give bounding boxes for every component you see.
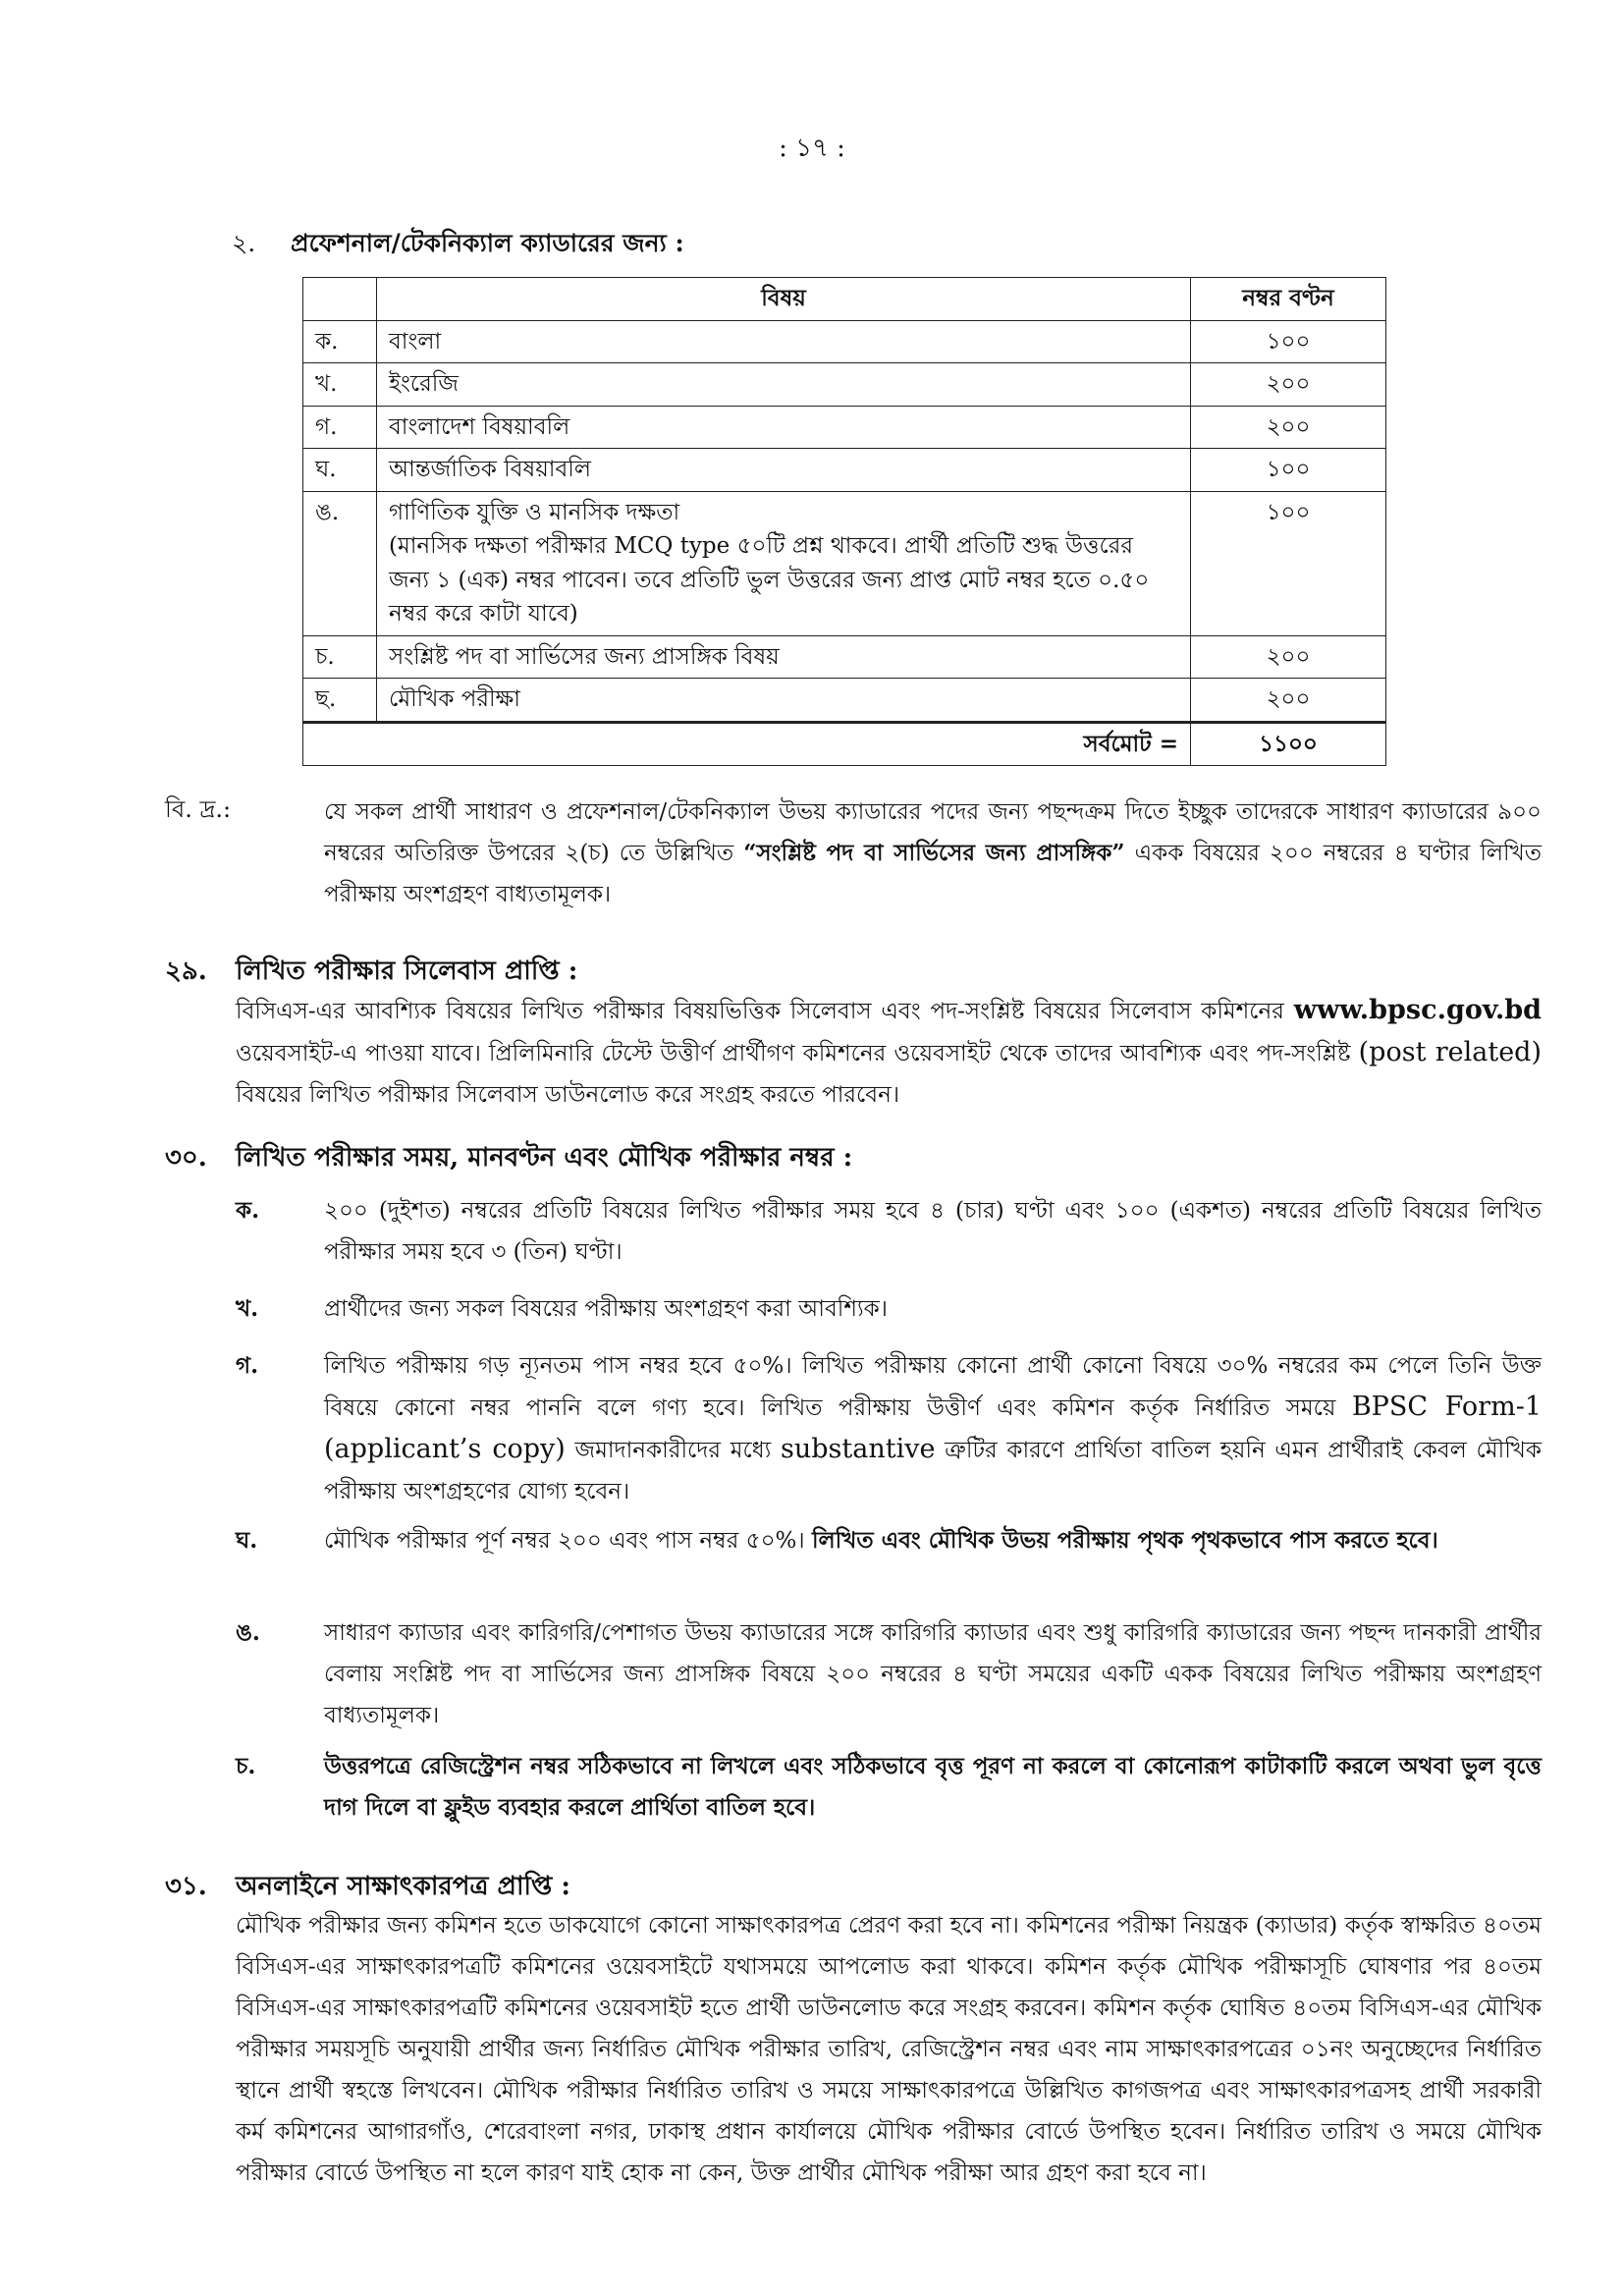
item-text-before: লিখিত পরীক্ষায় গড় ন্যূনতম পাস নম্বর হবে ৫০%। লিখিত পরীক্ষায় কোনো প্রার্থী কোনো বিষয়ে ৩০% নম্বরের কম পেলে তিনি উক্ত বিষয়ে কোনো নম্বর পাননি বলে গণ্য হবে। লিখিত পরীক্ষায় উত্তীর্ণ এবং কমিশন কর্তৃক নির্ধারিত সময়ে <box>324 1353 1542 1421</box>
section-30-title: লিখিত পরীক্ষার সময়, মানবণ্টন এবং মৌখিক পরীক্ষার নম্বর : <box>236 1143 853 1173</box>
row-marks: ২০০ <box>1191 406 1386 449</box>
table-row <box>303 679 1386 723</box>
row-marks: ১০০ <box>1191 449 1386 492</box>
table-row <box>303 406 1386 449</box>
table-row <box>303 320 1386 363</box>
section-29-latin: (post related) <box>1358 1037 1542 1067</box>
section-30-item-nga <box>236 1613 1542 1736</box>
part-2-title: প্রফেশনাল/টেকনিক্যাল ক্যাডারের জন্য : <box>291 229 684 257</box>
item-label: চ. <box>236 1753 256 1779</box>
item-latin-form: BPSC Form-1 (applicant’s copy) <box>324 1392 1542 1464</box>
section-29-text-mid: ওয়েবসাইট-এ পাওয়া যাবে। প্রিলিমিনারি টেস্টে উত্তীর্ণ প্রার্থীগণ কমিশনের ওয়েবসাইট থেকে তাদের আবশ্যিক এবং পদ-সংশ্লিষ্ট <box>236 1041 1359 1066</box>
table-total-row <box>303 722 1386 766</box>
section-30-item-kha <box>236 1288 1542 1330</box>
row-subject: বাংলাদেশ বিষয়াবলি <box>377 406 1191 449</box>
section-30-number: ৩০. <box>165 1143 207 1173</box>
note-text-before: যে সকল প্রার্থী সাধারণ ও প্রফেশনাল/টেকনিক্যাল উভয় ক্যাডারের পদের জন্য পছন্দক্রম দিতে ইচ্ছুক তাদেরকে সাধারণ ক্যাডারের ৯০০ নম্বরের অতিরিক্ত উপরের ২(চ) তে উল্লিখিত <box>324 799 1542 866</box>
item-text-bold: লিখিত এবং মৌখিক উভয় পরীক্ষায় পৃথক পৃথকভাবে পাস করতে হবে। <box>811 1527 1438 1554</box>
item-text-before: মৌখিক পরীক্ষার পূর্ণ নম্বর ২০০ এবং পাস নম্বর ৫০%। <box>324 1528 812 1554</box>
table-row <box>303 363 1386 407</box>
item-text-after: ত্রুটির কারণে প্রার্থিতা বাতিল হয়নি এমন প্রার্থীরাই কেবল মৌখিক পরীক্ষায় অংশগ্রহণের যোগ্য হবেন। <box>324 1438 1542 1504</box>
section-29-text <box>236 990 1542 1116</box>
item-text: প্রার্থীদের জন্য সকল বিষয়ের পরীক্ষায় অংশগ্রহণ করা আবশ্যিক। <box>324 1296 888 1322</box>
row-subject: ইংরেজি <box>377 363 1191 407</box>
item-label: খ. <box>236 1295 259 1322</box>
section-29-number: ২৯. <box>165 957 207 986</box>
item-text: সাধারণ ক্যাডার এবং কারিগরি/পেশাগত উভয় ক্যাডারের সঙ্গে কারিগরি ক্যাডার এবং শুধু কারিগরি ক্যাডারের জন্য পছন্দ দানকারী প্রার্থীর বেলায় সংশ্লিষ্ট পদ বা সার্ভিসের জন্য প্রাসঙ্গিক বিষয়ে ২০০ নম্বরের ৪ ঘণ্টা সময়ের একটি একক বিষয়ের লিখিত পরীক্ষায় অংশগ্রহণ বাধ্যতামূলক। <box>324 1620 1542 1728</box>
section-29-text-after: বিষয়ের লিখিত পরীক্ষার সিলেবাস ডাউনলোড করে সংগ্রহ করতে পারবেন। <box>236 1082 900 1108</box>
row-note: (মানসিক দক্ষতা পরীক্ষার MCQ type ৫০টি প্রশ্ন থাকবে। প্রার্থী প্রতিটি শুদ্ধ উত্তরের জন্য ১ (এক) নম্বর পাবেন। তবে প্রতিটি ভুল উত্তরের জন্য প্রাপ্ত মোট নম্বর হতে ০.৫০ নম্বর করে কাটা যাবে) <box>389 533 1150 627</box>
table-header-row <box>303 278 1386 321</box>
section-30-item-cha <box>236 1746 1542 1829</box>
section-29-heading <box>165 951 577 994</box>
note-text <box>324 792 1542 915</box>
note-text-bold: “সংশ্লিষ্ট পদ বা সার্ভিসের জন্য প্রাসঙ্গিক” <box>743 840 1125 866</box>
item-label: ঙ. <box>236 1619 260 1646</box>
part-2-number: ২. <box>232 229 256 257</box>
row-marks: ২০০ <box>1191 363 1386 407</box>
item-text: ২০০ (দুইশত) নম্বরের প্রতিটি বিষয়ের লিখিত পরীক্ষার সময় হবে ৪ (চার) ঘণ্টা এবং ১০০ (একশত) নম্বরের প্রতিটি বিষয়ের লিখিত পরীক্ষার সময় হবে ৩ (তিন) ঘণ্টা। <box>324 1198 1542 1265</box>
item-label: ক. <box>236 1197 260 1224</box>
section-31-text: মৌখিক পরীক্ষার জন্য কমিশন হতে ডাকযোগে কোনো সাক্ষাৎকারপত্র প্রেরণ করা হবে না। কমিশনের পরীক্ষা নিয়ন্ত্রক (ক্যাডার) কর্তৃক স্বাক্ষরিত ৪০তম বিসিএস-এর সাক্ষাৎকারপত্রটি কমিশনের ওয়েবসাইটে যথাসময়ে আপলোড করা থাকবে। কমিশন কর্তৃক মৌখিক পরীক্ষাসূচি ঘোষণার পর ৪০তম বিসিএস-এর সাক্ষাৎকারপত্রটি কমিশনের ওয়েবসাইট হতে প্রার্থী ডাউনলোড করে সংগ্রহ করবেন। কমিশন কর্তৃক ঘোষিত ৪০তম বিসিএস-এর মৌখিক পরীক্ষার সময়সূচি অনুযায়ী প্রার্থীর জন্য নির্ধারিত মৌখিক পরীক্ষার তারিখ, রেজিস্ট্রেশন নম্বর এবং নাম সাক্ষাৎকারপত্রের ০১নং অনুচ্ছেদের নির্ধারিত স্থানে প্রার্থী স্বহস্তে লিখবেন। মৌখিক পরীক্ষার নির্ধারিত তারিখ ও সময়ে সাক্ষাৎকারপত্রে উল্লিখিত কাগজপত্র এবং সাক্ষাৎকারপত্রসহ প্রার্থী সরকারী কর্ম কমিশনের আগারগাঁও, শেরেবাংলা নগর, ঢাকাস্থ প্রধান কার্যালয়ে মৌখিক পরীক্ষার বোর্ডে উপস্থিত হবেন। নির্ধারিত তারিখ ও সময়ে মৌখিক পরীক্ষার বোর্ডে উপস্থিত না হলে কারণ যাই হোক না কেন, উক্ত প্রার্থীর মৌখিক পরীক্ষা আর গ্রহণ করা হবে না। <box>236 1913 1542 2186</box>
section-31-title: অনলাইনে সাক্ষাৎকারপত্র প্রাপ্তি : <box>236 1872 570 1901</box>
section-29-text-before: বিসিএস-এর আবশ্যিক বিষয়ের লিখিত পরীক্ষার বিষয়ভিত্তিক সিলেবাস এবং পদ-সংশ্লিষ্ট বিষয়ের সিলেবাস কমিশনের <box>236 999 1294 1024</box>
row-code: খ. <box>303 363 377 407</box>
total-label: সর্বমোট = <box>303 722 1191 766</box>
row-marks: ২০০ <box>1191 679 1386 723</box>
part-2-heading <box>232 224 684 266</box>
row-code: ঙ. <box>303 491 377 635</box>
item-latin-substantive: substantive <box>781 1434 936 1464</box>
item-label: ঘ. <box>236 1527 258 1554</box>
note-text-after: একক বিষয়ের ২০০ নম্বরের ৪ ঘণ্টার লিখিত পরীক্ষায় অংশগ্রহণ বাধ্যতামূলক। <box>324 841 1542 907</box>
row-code: চ. <box>303 635 377 679</box>
row-code: ক. <box>303 320 377 363</box>
section-30-item-gha <box>236 1520 1542 1561</box>
section-29-title: লিখিত পরীক্ষার সিলেবাস প্রাপ্তি : <box>236 957 578 986</box>
row-subject: বাংলা <box>377 320 1191 363</box>
section-30-heading <box>165 1137 852 1180</box>
row-code: গ. <box>303 406 377 449</box>
section-31-number: ৩১. <box>165 1872 207 1901</box>
item-text <box>324 1520 1542 1561</box>
section-30-item-ga <box>236 1345 1542 1512</box>
website-link[interactable]: www.bpsc.gov.bd <box>1293 995 1542 1025</box>
row-marks: ১০০ <box>1191 320 1386 363</box>
total-value: ১১০০ <box>1191 722 1386 766</box>
item-text <box>324 1345 1542 1512</box>
header-marks: নম্বর বণ্টন <box>1191 278 1386 321</box>
row-subject-with-note <box>377 491 1191 635</box>
row-subject: গাণিতিক যুক্তি ও মানসিক দক্ষতা <box>389 499 680 525</box>
row-code: ছ. <box>303 679 377 723</box>
note-label: বি. দ্র.: <box>165 795 232 823</box>
marks-distribution-table <box>302 277 1386 766</box>
item-label: গ. <box>236 1352 259 1379</box>
row-marks: ২০০ <box>1191 635 1386 679</box>
header-subject: বিষয় <box>377 278 1191 321</box>
row-code: ঘ. <box>303 449 377 492</box>
section-30-item-ka <box>236 1190 1542 1273</box>
table-row <box>303 491 1386 635</box>
row-subject: মৌখিক পরীক্ষা <box>377 679 1191 723</box>
table-row <box>303 449 1386 492</box>
row-subject: আন্তর্জাতিক বিষয়াবলি <box>377 449 1191 492</box>
row-subject: সংশ্লিষ্ট পদ বা সার্ভিসের জন্য প্রাসঙ্গিক বিষয় <box>377 635 1191 679</box>
section-31-heading <box>165 1866 570 1909</box>
header-blank-cell <box>303 278 377 321</box>
item-text: উত্তরপত্রে রেজিস্ট্রেশন নম্বর সঠিকভাবে না লিখলে এবং সঠিকভাবে বৃত্ত পূরণ না করলে বা কোনোরূপ কাটাকাটি করলে অথবা ভুল বৃত্তে দাগ দিলে বা ফ্লুইড ব্যবহার করলে প্রার্থিতা বাতিল হবে। <box>324 1753 1542 1821</box>
table-row <box>303 635 1386 679</box>
item-text-mid: জমাদানকারীদের মধ্যে <box>565 1438 782 1463</box>
row-marks: ১০০ <box>1191 491 1386 635</box>
page-number: : ১৭ : <box>779 134 845 163</box>
